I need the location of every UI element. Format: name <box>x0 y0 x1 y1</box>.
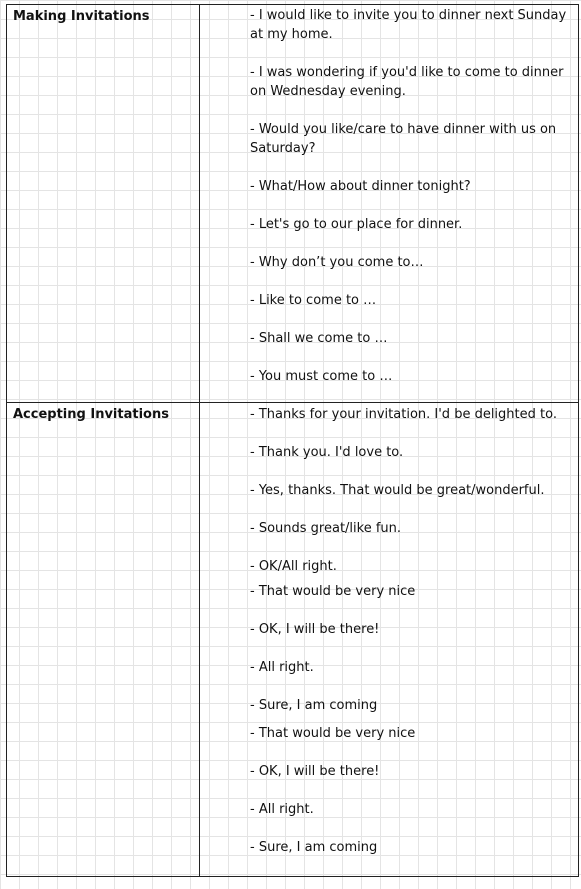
section-heading-accepting: Accepting Invitations <box>13 407 169 422</box>
phrase-item: - That would be very nice <box>250 726 416 741</box>
accepting-invitations-row <box>7 403 578 876</box>
phrase-item: - Thank you. I'd love to. <box>250 445 404 460</box>
column-divider <box>199 403 200 876</box>
phrase-item: - Yes, thanks. That would be great/wonderful. <box>250 483 545 498</box>
phrase-item: - Would you like/care to have dinner with us on Saturday? <box>250 122 557 156</box>
phrase-item: - Shall we come to … <box>250 331 388 346</box>
phrase-item: - OK/All right. <box>250 559 337 574</box>
phrase-item: - All right. <box>250 802 314 817</box>
phrase-item: - OK, I will be there! <box>250 764 380 779</box>
making-invitations-row <box>7 5 578 403</box>
phrase-item: - Thanks for your invitation. I'd be delighted to. <box>250 407 557 422</box>
section-heading-making: Making Invitations <box>13 9 150 24</box>
phrase-item: - OK, I will be there! <box>250 622 380 637</box>
column-divider <box>199 5 200 402</box>
phrase-item: - That would be very nice <box>250 584 416 599</box>
phrase-item: - What/How about dinner tonight? <box>250 179 471 194</box>
phrase-item: - Sure, I am coming <box>250 698 378 713</box>
phrase-item: - Why don’t you come to… <box>250 255 424 270</box>
phrases-table <box>6 4 579 877</box>
phrase-item: - I was wondering if you'd like to come to dinner on Wednesday evening. <box>250 65 564 99</box>
phrase-item: - Sounds great/like fun. <box>250 521 402 536</box>
phrase-item: - Let's go to our place for dinner. <box>250 217 463 232</box>
phrase-item: - Sure, I am coming <box>250 840 378 855</box>
phrase-item: - I would like to invite you to dinner next Sunday at my home. <box>250 8 567 42</box>
phrase-item: - All right. <box>250 660 314 675</box>
phrase-item: - Like to come to … <box>250 293 377 308</box>
phrase-item: - You must come to … <box>250 369 393 384</box>
